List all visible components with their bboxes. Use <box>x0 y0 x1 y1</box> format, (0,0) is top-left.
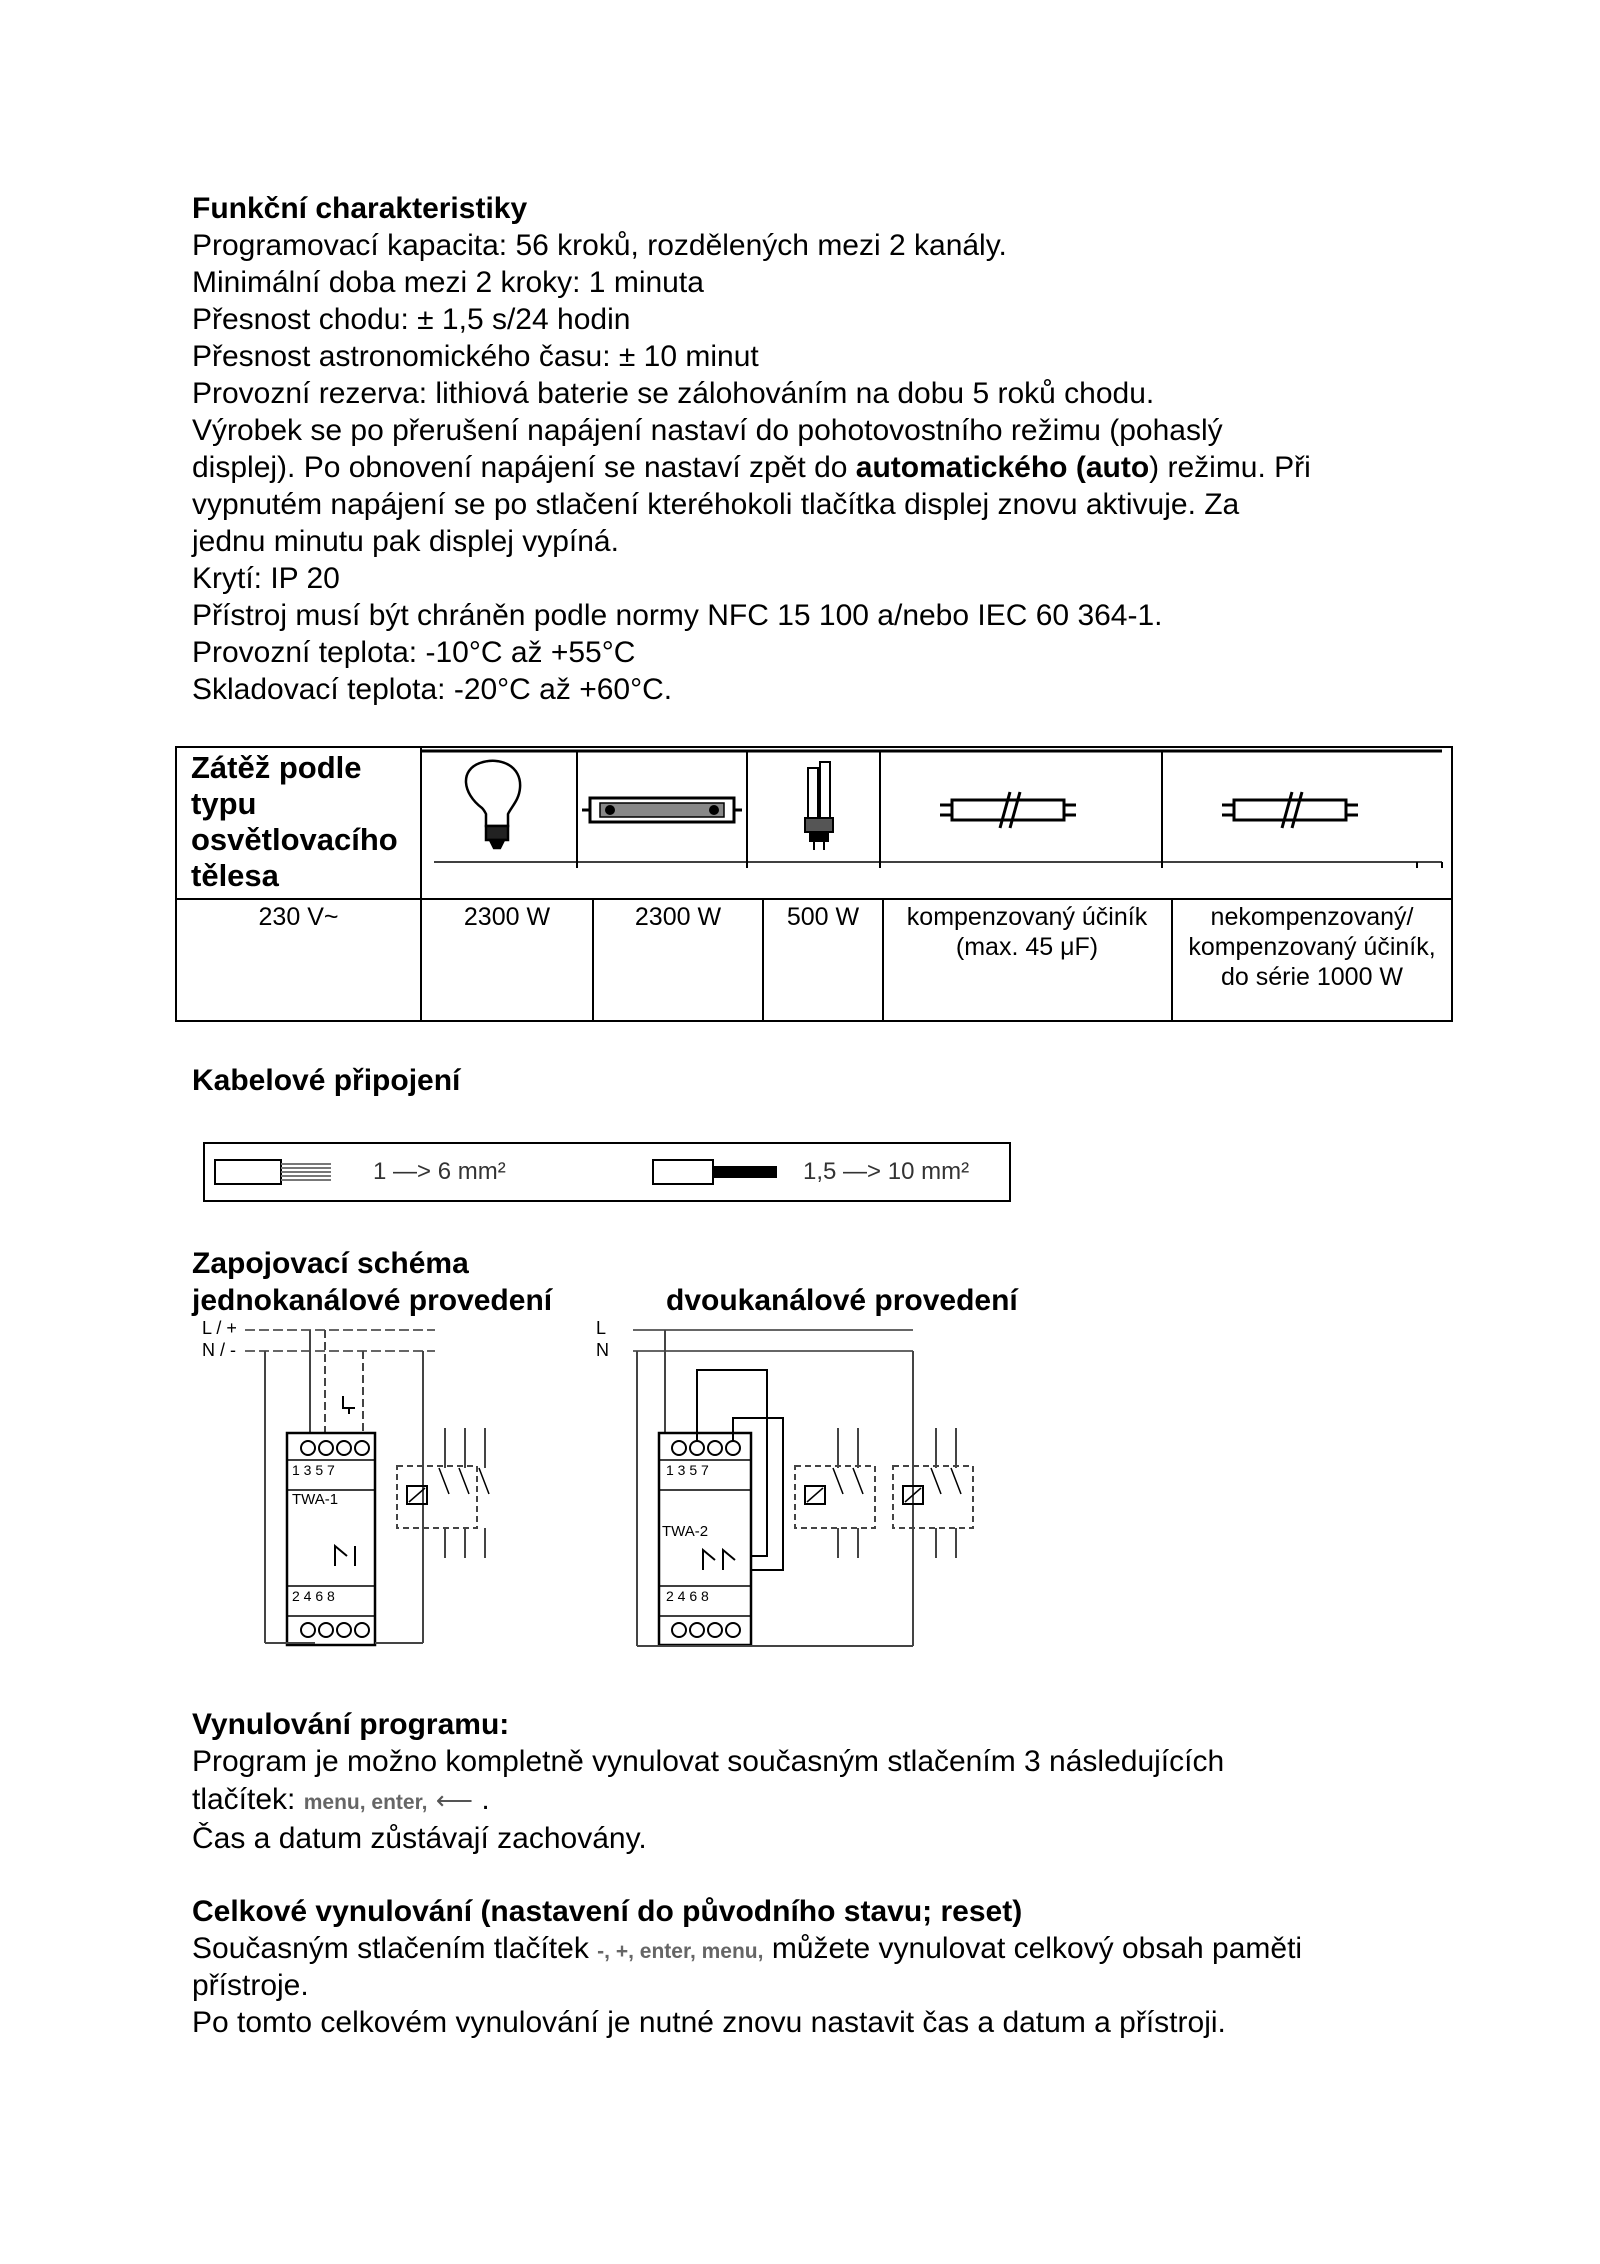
full-reset-line-3: Po tomto celkovém vynulování je nutné znovu nastavit čas a datum a přístroji. <box>192 2006 1226 2039</box>
dual-channel-diagram <box>593 1318 993 1650</box>
reset-program-line-2-pre: tlačítek: <box>192 1783 296 1816</box>
reset-program-line-3: Čas a datum zůstávají zachovány. <box>192 1822 647 1855</box>
reset-program-line-2-post: . <box>481 1783 490 1816</box>
single-bottom-terminals: 2 4 6 8 <box>292 1588 335 1604</box>
char-line-1: Programovací kapacita: 56 kroků, rozdělených mezi 2 kanály. <box>192 229 1007 262</box>
full-reset-heading: Celkové vynulování (nastavení do původního stavu; reset) <box>192 1895 1023 1928</box>
solid-wire-icon <box>651 1156 781 1188</box>
load-cell-fluorescent-comp: kompenzovaný účiník (max. 45 μF) <box>906 903 1148 961</box>
char-line-11: Přístroj musí být chráněn podle normy NFC 15 100 a/nebo IEC 60 364-1. <box>192 599 1163 632</box>
full-reset-line-2: přístroje. <box>192 1969 309 2002</box>
load-cell-compact: 500 W <box>786 903 860 931</box>
fluorescent-tube-icon <box>1222 792 1358 828</box>
char-line-3: Přesnost chodu: ± 1,5 s/24 hodin <box>192 303 631 336</box>
reset-program-line-2 <box>192 1781 490 1821</box>
dual-l-label: L <box>596 1318 607 1338</box>
load-cell-incandescent: 2300 W <box>463 903 551 931</box>
lamp-icons-strip <box>422 748 1451 896</box>
load-table <box>175 746 1453 1022</box>
halogen-tube-icon <box>582 798 742 822</box>
char-line-8: vypnutém napájení se po stlačení kteréhokoli tlačítka displej znovu aktivuje. Za <box>192 488 1240 521</box>
dual-device-label: TWA-2 <box>662 1523 709 1540</box>
compact-fluorescent-icon <box>805 762 833 850</box>
dual-top-terminals: 1 3 5 7 <box>666 1462 709 1478</box>
char-line-12: Provozní teplota: -10°C až +55°C <box>192 636 636 669</box>
wiring-single-label: jednokanálové provedení <box>192 1284 553 1317</box>
load-cell-fluorescent-uncomp: nekompenzovaný/ kompenzovaný účiník, do série 1000 W <box>1188 903 1436 991</box>
char-line-7 <box>192 449 1311 486</box>
cable-right-range: 1,5 —> 10 mm² <box>803 1158 970 1185</box>
reset-program-heading: Vynulování programu: <box>192 1708 510 1741</box>
cable-left-range: 1 —> 6 mm² <box>373 1158 506 1185</box>
char-line-13: Skladovací teplota: -20°C až +60°C. <box>192 673 673 706</box>
single-device-label: TWA-1 <box>292 1491 339 1508</box>
char-line-7-post: ) režimu. Při <box>1149 451 1311 484</box>
char-line-7-pre: displej). Po obnovení napájení se nastaví zpět do <box>192 451 856 484</box>
full-reset-line-1-pre: Současným stlačením tlačítek <box>192 1932 589 1965</box>
dual-n-label: N <box>596 1340 609 1360</box>
full-reset-line-1-post: můžete vynulovat celkový obsah paměti <box>771 1932 1303 1965</box>
single-n-label: N / - <box>202 1340 236 1360</box>
char-line-7-bold: automatického (auto <box>855 451 1150 484</box>
single-l-label: L / + <box>202 1318 237 1338</box>
single-top-terminals: 1 3 5 7 <box>292 1462 335 1478</box>
char-line-10: Krytí: IP 20 <box>192 562 340 595</box>
reset-program-line-1: Program je možno kompletně vynulovat současným stlačením 3 následujících <box>192 1745 1225 1778</box>
fluorescent-tube-icon <box>940 792 1076 828</box>
cable-heading: Kabelové připojení <box>192 1064 461 1097</box>
full-reset-keys: -, +, enter, menu, <box>597 1940 764 1963</box>
load-table-header: Zátěž podle typu osvětlovacího tělesa <box>191 750 398 893</box>
char-line-2: Minimální doba mezi 2 kroky: 1 minuta <box>192 266 704 299</box>
single-channel-diagram <box>195 1318 495 1650</box>
wiring-dual-label: dvoukanálové provedení <box>666 1284 1018 1317</box>
char-line-4: Přesnost astronomického času: ± 10 minut <box>192 340 759 373</box>
char-line-9: jednu minutu pak displej vypíná. <box>192 525 619 558</box>
char-line-5: Provozní rezerva: lithiová baterie se zálohováním na dobu 5 roků chodu. <box>192 377 1155 410</box>
char-line-6: Výrobek se po přerušení napájení nastaví do pohotovostního režimu (pohaslý <box>192 414 1223 447</box>
dual-bottom-terminals: 2 4 6 8 <box>666 1588 709 1604</box>
incandescent-bulb-icon <box>466 761 520 848</box>
full-reset-line-1 <box>192 1930 1302 1970</box>
back-arrow-icon: ⟵ <box>435 1785 474 1815</box>
wiring-heading: Zapojovací schéma <box>192 1247 469 1280</box>
load-cell-halogen: 2300 W <box>634 903 722 931</box>
characteristics-heading: Funkční charakteristiky <box>192 192 528 225</box>
voltage-cell: 230 V~ <box>258 903 339 931</box>
reset-program-keys: menu, enter, <box>303 1791 428 1814</box>
stranded-wire-icon <box>213 1156 333 1188</box>
cable-box <box>203 1142 1011 1202</box>
